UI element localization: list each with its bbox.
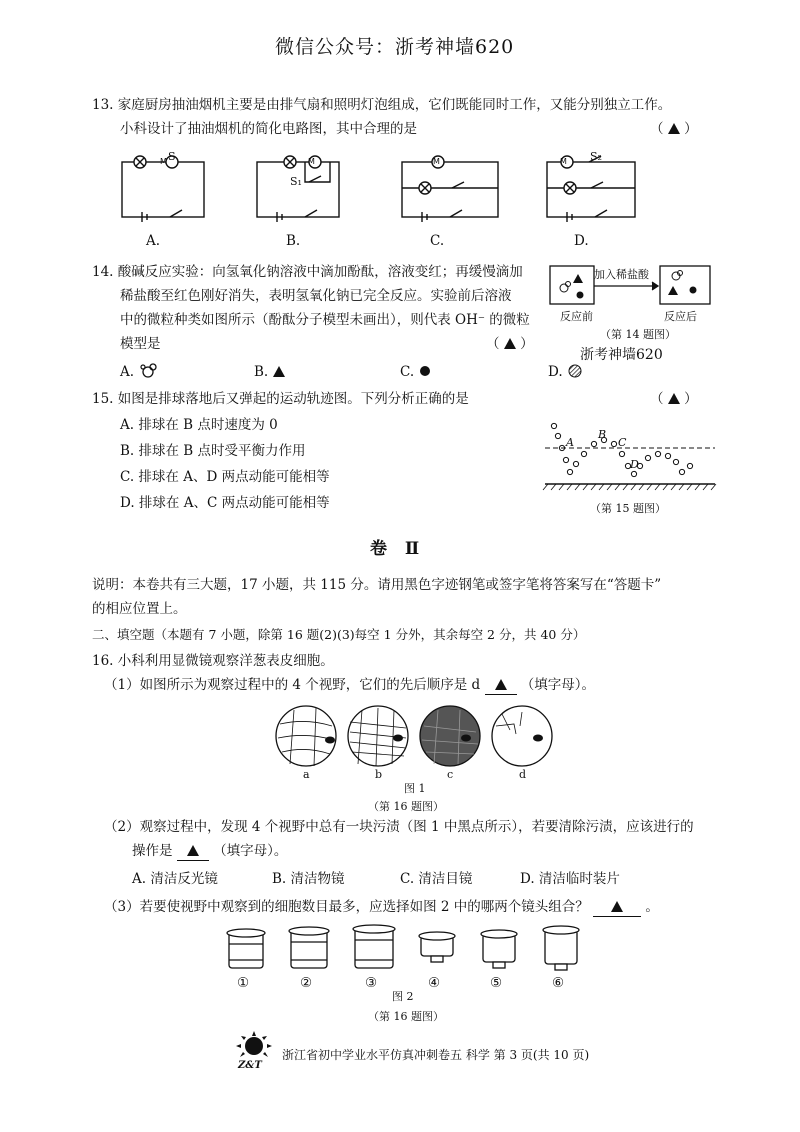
section-note-line1: 说明：本卷共有三大题，17 小题，共 115 分。请用黑色字迹钢笔或签字笔将答案写在“答题卡” — [92, 577, 662, 593]
q14-line2: 稀盐酸至红色刚好消失，表明氢氧化钠已完全反应。实验前后溶液 — [120, 288, 512, 304]
q15-option-b: B. 排球在 B 点时受平衡力作用 — [120, 443, 306, 459]
q14-line3: 中的微粒种类如图所示（酚酞分子模型未画出），则代表 OH⁻ 的微粒 — [120, 312, 530, 328]
q13-option-d: D. — [574, 233, 589, 249]
point-d-label: D — [630, 458, 639, 471]
circuit-c — [402, 156, 498, 222]
lens-label-3: ③ — [365, 975, 378, 991]
point-b-label: B — [598, 428, 607, 441]
q13-option-a: A. — [146, 233, 161, 249]
lens-label-2: ② — [300, 975, 313, 991]
fig2-name: 图 2 — [392, 990, 414, 1003]
q13-option-c: C. — [430, 233, 445, 249]
q15-option-c: C. 排球在 A、D 两点动能可能相等 — [120, 469, 330, 485]
svg-text:M: M — [433, 157, 440, 166]
section-note-line2: 的相应位置上。 — [92, 601, 187, 617]
q14-arrow-label: 加入稀盐酸 — [594, 268, 649, 281]
q13-switch-label: S₂ — [590, 150, 602, 163]
q14-line1: 14. 酸碱反应实验：向氢氧化钠溶液中滴加酚酞，溶液变红；再缓慢滴加 — [92, 264, 523, 280]
q16-option-d: D. 清洁临时装片 — [520, 871, 620, 887]
open-paren: （ — [650, 391, 664, 407]
solid-dot-icon — [418, 364, 432, 378]
fig1-label-c: c — [447, 768, 454, 781]
part-title: 二、填空题（本题有 7 小题，除第 16 题(2)(3)每空 1 分外，其余每空 2 分，共 40 分） — [92, 627, 586, 642]
q15-option-a: A. 排球在 B 点时速度为 0 — [120, 417, 278, 433]
fig1-label-b: b — [375, 768, 383, 781]
lens-label-6: ⑥ — [552, 975, 565, 991]
answer-blank[interactable] — [485, 676, 517, 695]
q16-stem: 16. 小科利用显微镜观察洋葱表皮细胞。 — [92, 653, 334, 669]
q16-option-c: C. 清洁目镜 — [400, 871, 473, 887]
q14-option-a: A. — [120, 363, 160, 381]
q14-before-label: 反应前 — [560, 310, 593, 323]
logo-text: Z&T — [238, 1060, 262, 1071]
q14-option-d: D. — [548, 363, 583, 381]
q13-switch-label: S — [168, 150, 176, 163]
lens-label-4: ④ — [428, 975, 441, 991]
q16-figure1-microscope-views — [270, 704, 560, 768]
point-c-label: C — [618, 436, 627, 449]
q16-option-a: A. 清洁反光镜 — [132, 871, 218, 887]
q14-watermark: 浙考神墙620 — [580, 347, 663, 363]
q16-figure-caption: （第 16 题图） — [368, 800, 444, 813]
q14-figure-caption: （第 14 题图） — [600, 328, 676, 341]
q14-option-c: C. — [400, 363, 432, 381]
q14-answer-blank — [486, 335, 534, 353]
circuit-b — [257, 156, 339, 222]
lens-label-1: ① — [237, 975, 250, 991]
close-paren: ） — [520, 336, 534, 352]
fig1-name: 图 1 — [404, 782, 426, 795]
q16-part3: （3）若要使视野中观察到的细胞数目最多，应选择如图 2 中的哪两个镜头组合？ 。 — [104, 899, 659, 915]
ball-positions — [551, 423, 692, 476]
svg-text:M: M — [308, 157, 315, 166]
answer-triangle-icon — [611, 901, 623, 912]
section-title: 卷 Ⅱ — [370, 539, 426, 559]
q14-option-b: B. — [254, 363, 285, 381]
q15-figure-caption: （第 15 题图） — [590, 502, 666, 515]
answer-triangle-icon — [668, 393, 680, 404]
q13-answer-blank — [650, 120, 698, 138]
q16-part1: （1）如图所示为观察过程中的 4 个视野，它们的先后顺序是 d （填字母）。 — [104, 677, 596, 693]
top-watermark: 微信公众号：浙考神墙620 — [275, 36, 515, 58]
answer-triangle-icon — [495, 679, 507, 690]
q15-option-d: D. 排球在 A、C 两点动能可能相等 — [120, 495, 330, 511]
q13-option-b: B. — [286, 233, 301, 249]
answer-blank[interactable] — [177, 842, 209, 861]
q13-line1: 13. 家庭厨房抽油烟机主要是由排气扇和照明灯泡组成，它们既能同时工作，又能分别独立工作。 — [92, 97, 672, 113]
q16-figure2-lenses — [215, 924, 585, 972]
lens-label-5: ⑤ — [490, 975, 503, 991]
q16-part2-line2: 操作是 （填字母）。 — [132, 843, 288, 859]
answer-triangle-icon — [504, 338, 516, 349]
q16-part2-line1: （2）观察过程中，发现 4 个视野中总有一块污渍（图 1 中黑点所示），若要清除污渍，应该进行的 — [104, 819, 694, 835]
svg-text:M: M — [560, 157, 567, 166]
q15-trajectory-diagram — [540, 420, 720, 494]
open-paren: （ — [486, 336, 500, 352]
q15-answer-blank — [650, 390, 698, 408]
answer-blank[interactable] — [593, 898, 641, 917]
svg-text:M: M — [160, 157, 167, 166]
close-paren: ） — [684, 391, 698, 407]
water-molecule-icon — [138, 363, 160, 379]
close-paren: ） — [684, 121, 698, 137]
q16-figure2-caption: （第 16 题图） — [368, 1010, 444, 1023]
triangle-particle-icon — [273, 366, 285, 377]
point-a-label: A — [566, 436, 574, 449]
hatched-dot-icon — [567, 363, 583, 379]
q16-option-b: B. 清洁物镜 — [272, 871, 345, 887]
q14-after-label: 反应后 — [664, 310, 697, 323]
q15-stem: 15. 如图是排球落地后又弹起的运动轨迹图。下列分析正确的是 — [92, 391, 469, 407]
q13-switch-label: S₁ — [290, 175, 302, 188]
fig1-label-d: d — [519, 768, 527, 781]
page-footer: 浙江省初中学业水平仿真冲刺卷五 科学 第 3 页(共 10 页) — [282, 1048, 590, 1062]
open-paren: （ — [650, 121, 664, 137]
q14-line4: 模型是 — [120, 336, 161, 352]
fig1-label-a: a — [303, 768, 310, 781]
q13-line2: 小科设计了抽油烟机的简化电路图，其中合理的是 — [120, 121, 417, 137]
answer-triangle-icon — [187, 845, 199, 856]
answer-triangle-icon — [668, 123, 680, 134]
